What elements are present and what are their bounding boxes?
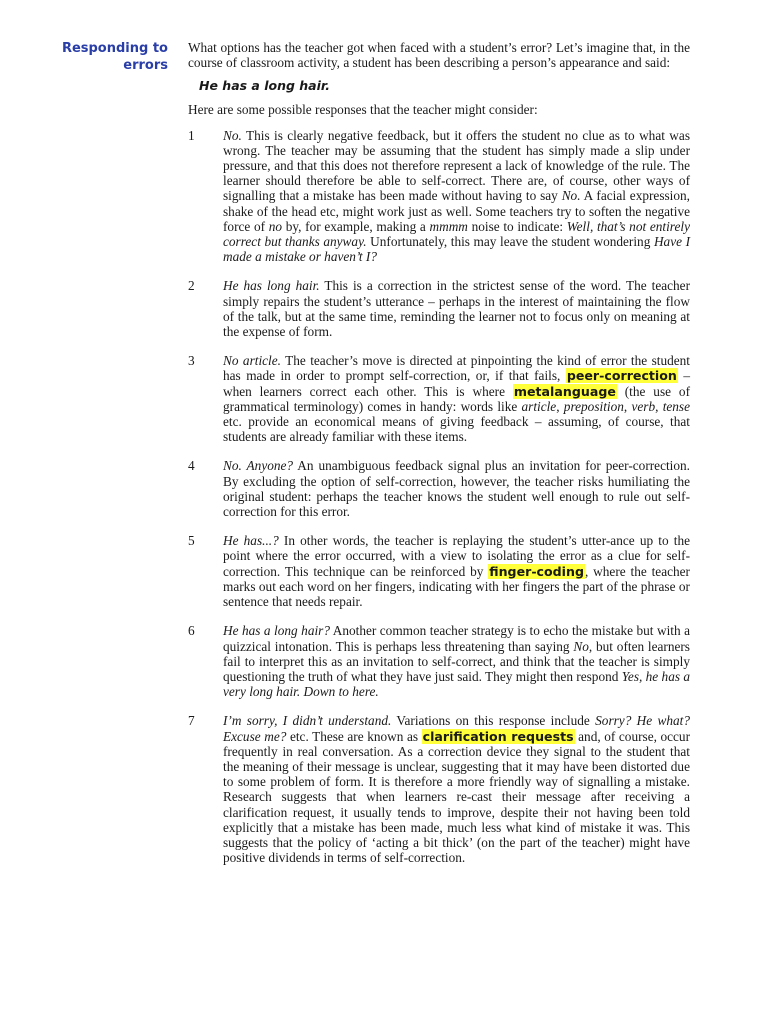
italic-phrase: Have I made a mistake or haven’t I? [223, 234, 690, 265]
response-item [188, 128, 690, 265]
item-text [223, 128, 690, 265]
text-run: etc. These are known as [286, 728, 422, 744]
italic-phrase: I’m sorry, I didn’t understand. [223, 713, 392, 729]
text-run: noise to indicate: [467, 218, 567, 234]
item-number: 4 [188, 458, 195, 474]
response-list [188, 128, 690, 866]
response-item [188, 278, 690, 339]
highlighted-term: clarification requests [422, 728, 574, 744]
example-sentence: He has a long hair. [199, 78, 331, 94]
item-number: 1 [188, 127, 195, 143]
response-item [188, 533, 690, 609]
item-number: 7 [188, 713, 195, 729]
italic-phrase: Yes, he has a very long hair. Down to here. [223, 668, 690, 700]
text-run: An unambiguous feedback signal plus an invitation for peer-correction. By excluding the option of self-correction, however, the teacher risks humiliating the original student: perhaps the teacher knows the student well enough to rule out self-correction for this error. [223, 458, 690, 520]
text-run: , [655, 398, 663, 414]
response-item [188, 623, 690, 699]
item-number: 6 [188, 623, 195, 639]
text-run: A facial expression, shake of the head etc, might work just as well. Some teachers try to soften the negative force of [223, 188, 690, 234]
text-run: Another common teacher strategy is to echo the mistake but with a quizzical intonation. This is perhaps less threatening than saying [223, 623, 690, 654]
highlighted-term: peer-correction [566, 368, 677, 384]
text-run: , [556, 398, 564, 414]
response-item [188, 353, 690, 444]
text-run: , [623, 398, 632, 414]
italic-phrase: No. Anyone? [223, 458, 294, 474]
italic-phrase: no [268, 218, 283, 234]
item-text [223, 533, 690, 609]
response-item [188, 713, 690, 865]
italic-phrase: No [573, 638, 589, 654]
italic-phrase: mmmm [429, 218, 468, 234]
item-number: 2 [188, 278, 195, 294]
text-run: This is clearly negative feedback, but it offers the student no clue as to what was wrong. The teacher may be assuming that the student has simply made a slip under pressure, and that this does not therefore represent a lack of knowledge of the rule. The learner should therefore be able to self-correct. There are, of course, other ways of signalling that a mistake has been made without having to say [223, 127, 690, 204]
italic-phrase: He has long hair. [223, 278, 320, 294]
italic-phrase: He has...? [223, 533, 279, 549]
item-number: 5 [188, 533, 195, 549]
text-run: , but often learners fail to interpret this as an invitation to self-correct, and think that the teacher is simply questioning the truth of what they have just said. They might then respond [223, 638, 690, 684]
italic-phrase: tense [662, 398, 691, 414]
item-text [223, 713, 690, 865]
italic-phrase: verb [631, 398, 656, 414]
text-run: Unfortunately, this may leave the student wondering [366, 234, 654, 250]
text-run: Variations on this response include [391, 713, 596, 729]
italic-phrase: Well, that’s not entirely correct but thanks anyway. [223, 218, 690, 250]
text-run: – when learners correct each other. This is where [223, 368, 690, 399]
section-title: Responding to errors [61, 41, 168, 73]
italic-phrase: No. [561, 188, 581, 204]
text-run: , where the teacher marks out each word on her fingers, indicating with her fingers the part of the phrase or sentence that needs repair. [223, 563, 690, 610]
italic-phrase: Sorry? He what? Excuse me? [223, 713, 691, 744]
item-text [223, 623, 690, 699]
document-body [188, 40, 690, 879]
lead-paragraph: Here are some possible responses that the teacher might consider: [188, 102, 538, 118]
highlighted-term: metalanguage [513, 383, 616, 399]
text-run: by, for example, making a [282, 218, 430, 234]
item-number: 3 [188, 353, 195, 369]
text-run: In other words, the teacher is replaying the student’s utter-ance up to the point where the error occurred, with a view to isolating the error as a clue for self-correction. This technique can be reinforced by [223, 533, 691, 579]
text-run: and, of course, occur frequently in real conversation. As a correction device they signal to the student that the meaning of their message is unclear, suggesting that it may have been distorted due to some problem of form. It is therefore a more friendly way of signalling a mistake. Research suggests that when learners re-cast their message after receiving a clarification request, it usually tends to improve, despite their not having been told explicitly that a mistake has been made, much less what kind of mistake it was. This suggests that the policy of ‘acting a bit thick’ (on the part of the teacher) might have positive dividends in terms of self-correction. [223, 728, 691, 866]
text-run: The teacher’s move is directed at pinpointing the kind of error the student has made in order to prompt self-correction, or, if that fails, [223, 353, 690, 384]
italic-phrase: He has a long hair? [223, 623, 330, 639]
italic-phrase: article [521, 398, 557, 414]
italic-phrase: No. [223, 127, 242, 143]
highlighted-term: finger-coding [489, 563, 584, 579]
intro-paragraph: What options has the teacher got when faced with a student’s error? Let’s imagine that, in the course of classroom activity, a student has been describing a person’s appearance and said: [188, 40, 690, 71]
item-text [223, 458, 690, 519]
italic-phrase: preposition [563, 398, 624, 414]
item-text [223, 278, 690, 339]
text-run: etc. provide an economical means of giving feedback – assuming, of course, that students are already familiar with these items. [223, 414, 690, 445]
text-run: (the use of grammatical terminology) comes in handy: words like [223, 383, 690, 414]
item-text [223, 353, 690, 444]
response-item [188, 458, 690, 519]
text-run: This is a correction in the strictest sense of the word. The teacher simply repairs the student’s utterance – perhaps in the interest of maintaining the flow of the talk, but at the same time, reminding the learner not to focus only on meaning at the expense of form. [223, 278, 690, 340]
italic-phrase: No article. [223, 353, 281, 369]
